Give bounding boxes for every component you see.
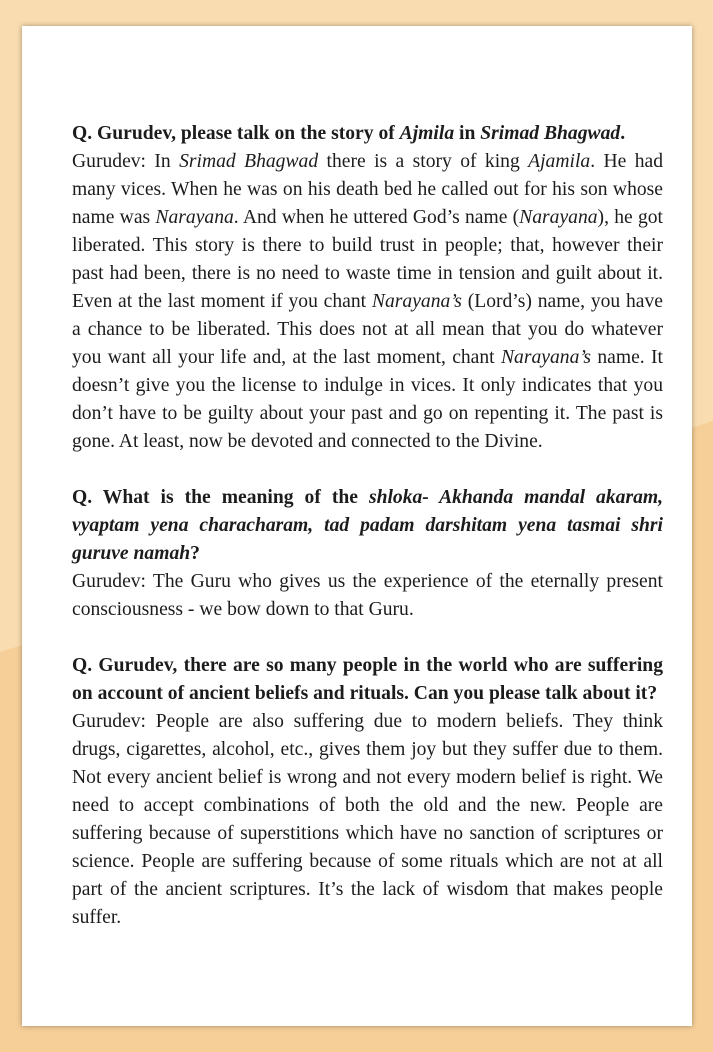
qa-block-beliefs xyxy=(72,652,663,932)
answer-beliefs xyxy=(72,708,663,932)
answer-text: name. It doesn’t give you the license to indulge in vices. It only indicates that you don’t have to be guilty about your past and go on repenting it. The past is gone. At least, now be devoted and connected to the Divine. xyxy=(72,347,663,452)
qa-content xyxy=(72,120,663,932)
answer-text-italic: Narayana xyxy=(155,207,234,228)
qa-block-ajamila xyxy=(72,120,663,456)
answer-text: there is a story of king xyxy=(318,151,529,172)
question-text-italic: shloka- Akhanda mandal akaram, vyaptam yena characharam, tad padam darshitam yena tasmai shri guruve namah xyxy=(72,487,664,564)
answer-shloka xyxy=(72,568,663,624)
answer-ajamila xyxy=(72,148,663,456)
answer-text-italic: Ajamila xyxy=(528,151,591,172)
question-shloka xyxy=(72,484,663,568)
page-card xyxy=(22,26,692,1026)
question-text: in xyxy=(454,123,481,144)
answer-text: Gurudev: The Guru who gives us the experience of the eternally present consciousness - we bow down to that Guru. xyxy=(72,571,663,620)
question-ajamila xyxy=(72,120,663,148)
answer-text: . And when he uttered God’s name ( xyxy=(233,207,520,228)
question-text: Q. Gurudev, there are so many people in the world who are suffering on account of ancient beliefs and rituals. Can you please talk about it? xyxy=(72,655,663,704)
answer-text: . He had many vices. When he was on his death bed he called out for his son whose name was xyxy=(72,151,664,228)
question-text: . xyxy=(620,123,626,144)
answer-text: ), he got liberated. This story is there to build trust in people; that, however their past had been, there is no need to waste time in tension and guilt about it. Even at the last moment if you chant xyxy=(72,207,663,312)
question-beliefs xyxy=(72,652,663,708)
answer-text: Gurudev: People are also suffering due to modern beliefs. They think drugs, cigarettes, alcohol, etc., gives them joy but they suffer due to them. Not every ancient belief is wrong and not every modern belief is right. We need to accept combinations of both the old and the new. People are suffering because of superstitions which have no sanction of scriptures or science. People are suffering because of some rituals which are not at all part of the ancient scriptures. It’s the lack of wisdom that makes people suffer. xyxy=(72,711,663,928)
answer-text: (Lord’s) name, you have a chance to be liberated. This does not at all mean that you do whatever you want all your life and, at the last moment, chant xyxy=(72,291,663,368)
answer-text-italic: Narayana xyxy=(519,207,598,228)
answer-text: Gurudev: In xyxy=(72,151,180,172)
question-text: ? xyxy=(190,543,200,564)
answer-text-italic: Narayana’s xyxy=(500,347,591,368)
answer-text-italic: Narayana’s xyxy=(371,291,462,312)
question-text-italic: Srimad Bhagwad xyxy=(480,123,621,144)
question-text: Q. Gurudev, please talk on the story of xyxy=(72,123,400,144)
question-text: Q. What is the meaning of the xyxy=(72,487,369,508)
qa-block-shloka xyxy=(72,484,663,624)
answer-text-italic: Srimad Bhagwad xyxy=(179,151,319,172)
question-text-italic: Ajmila xyxy=(399,123,455,144)
